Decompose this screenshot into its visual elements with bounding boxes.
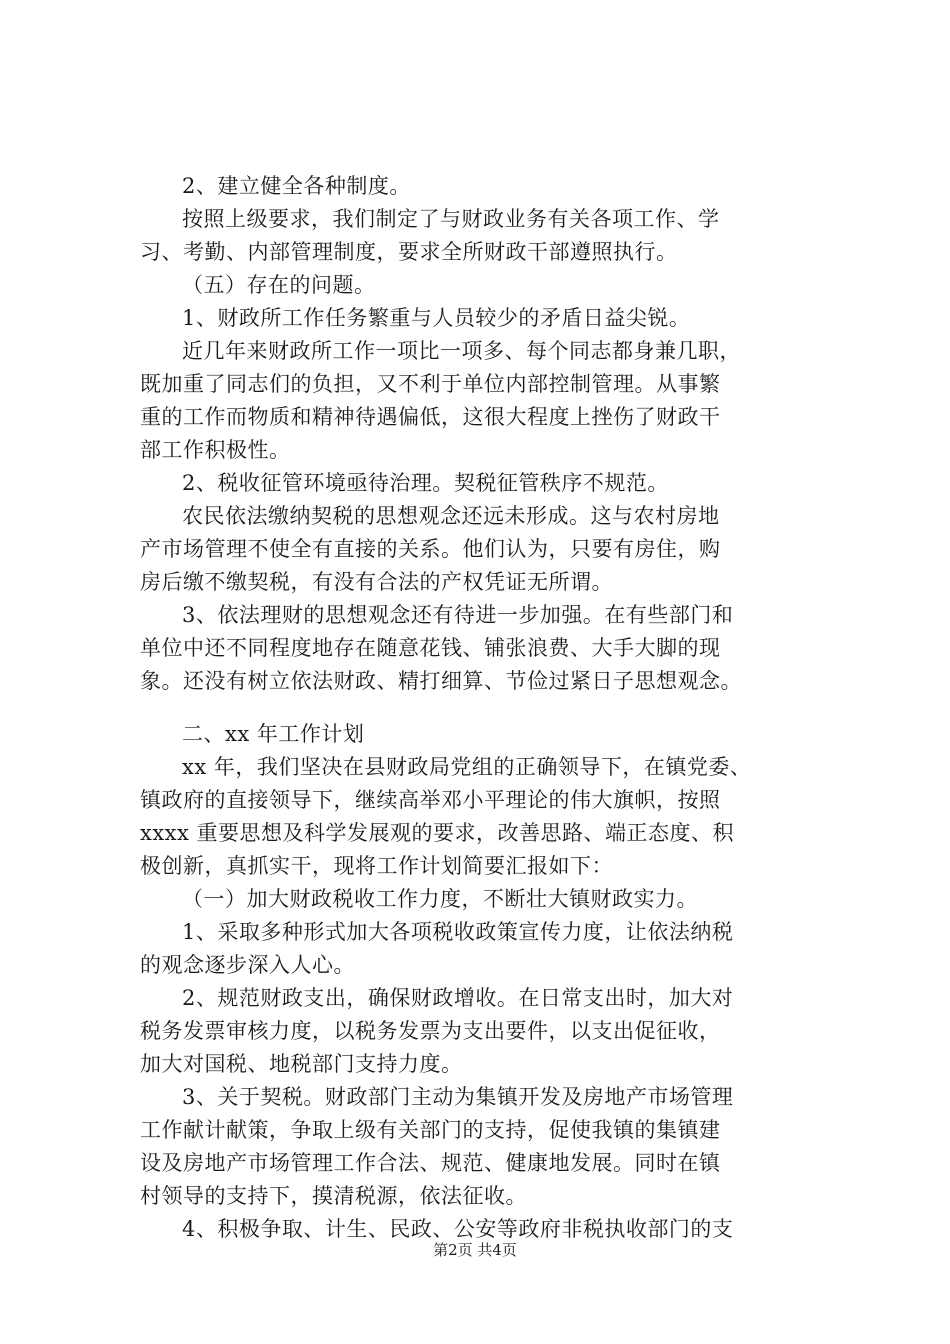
- paragraph-line: 村领导的支持下，摸清税源，依法征收。: [140, 1184, 527, 1208]
- paragraph-line: 房后缴不缴契税，有没有合法的产权凭证无所谓。: [140, 570, 613, 594]
- paragraph-line: 1、采取多种形式加大各项税收政策宣传力度，让依法纳税: [182, 920, 734, 944]
- paragraph-line: 按照上级要求，我们制定了与财政业务有关各项工作、学: [182, 207, 720, 231]
- page-number-footer: 第2页 共4页: [433, 1241, 517, 1259]
- paragraph-line: 2、规范财政支出，确保财政增收。在日常支出时，加大对: [182, 986, 734, 1010]
- paragraph-line: 4、积极争取、计生、民政、公安等政府非税执收部门的支: [182, 1217, 734, 1241]
- paragraph-line: 税务发票审核力度，以税务发票为支出要件，以支出促征收，: [140, 1019, 721, 1043]
- paragraph-heading: 1、财政所工作任务繁重与人员较少的矛盾日益尖锐。: [182, 306, 691, 330]
- paragraph-line: 工作献计献策，争取上级有关部门的支持，促使我镇的集镇建: [140, 1118, 721, 1142]
- paragraph-heading: 2、建立健全各种制度。: [182, 174, 411, 198]
- paragraph-line: 产市场管理不使全有直接的关系。他们认为，只要有房住，购: [140, 537, 721, 561]
- document-body: [140, 170, 840, 1246]
- paragraph-line: 既加重了同志们的负担，又不利于单位内部控制管理。从事繁: [140, 372, 721, 396]
- paragraph-line: 习、考勤、内部管理制度，要求全所财政干部遵照执行。: [140, 240, 678, 264]
- section-gap: [140, 698, 840, 718]
- section-heading: 二、xx 年工作计划: [182, 722, 365, 746]
- paragraph-line: 部工作积极性。: [140, 438, 291, 462]
- paragraph-heading: 2、税收征管环境亟待治理。契税征管秩序不规范。: [182, 471, 669, 495]
- paragraph-line: 设及房地产市场管理工作合法、规范、健康地发展。同时在镇: [140, 1151, 721, 1175]
- section-heading: （五）存在的问题。: [182, 273, 376, 297]
- paragraph-line: 3、关于契税。财政部门主动为集镇开发及房地产市场管理: [182, 1085, 734, 1109]
- paragraph-line: 极创新，真抓实干，现将工作计划简要汇报如下：: [140, 854, 613, 878]
- paragraph-line: 的观念逐步深入人心。: [140, 953, 355, 977]
- paragraph-line: 象。还没有树立依法财政、精打细算、节俭过紧日子思想观念。: [140, 669, 742, 693]
- paragraph-line: 重的工作而物质和精神待遇偏低，这很大程度上挫伤了财政干: [140, 405, 721, 429]
- paragraph-line: xxxx 重要思想及科学发展观的要求，改善思路、端正态度、积: [140, 821, 735, 845]
- paragraph-line: 镇政府的直接领导下，继续高举邓小平理论的伟大旗帜，按照: [140, 788, 721, 812]
- paragraph-line: 单位中还不同程度地存在随意花钱、铺张浪费、大手大脚的现: [140, 636, 721, 660]
- paragraph-line: xx 年，我们坚决在县财政局党组的正确领导下，在镇党委、: [182, 755, 752, 779]
- paragraph-line: 3、依法理财的思想观念还有待进一步加强。在有些部门和: [182, 603, 734, 627]
- section-heading: （一）加大财政税收工作力度，不断壮大镇财政实力。: [182, 887, 698, 911]
- paragraph-line: 农民依法缴纳契税的思想观念还远未形成。这与农村房地: [182, 504, 720, 528]
- paragraph-line: 加大对国税、地税部门支持力度。: [140, 1052, 463, 1076]
- paragraph-line: 近几年来财政所工作一项比一项多、每个同志都身兼几职，: [182, 339, 741, 363]
